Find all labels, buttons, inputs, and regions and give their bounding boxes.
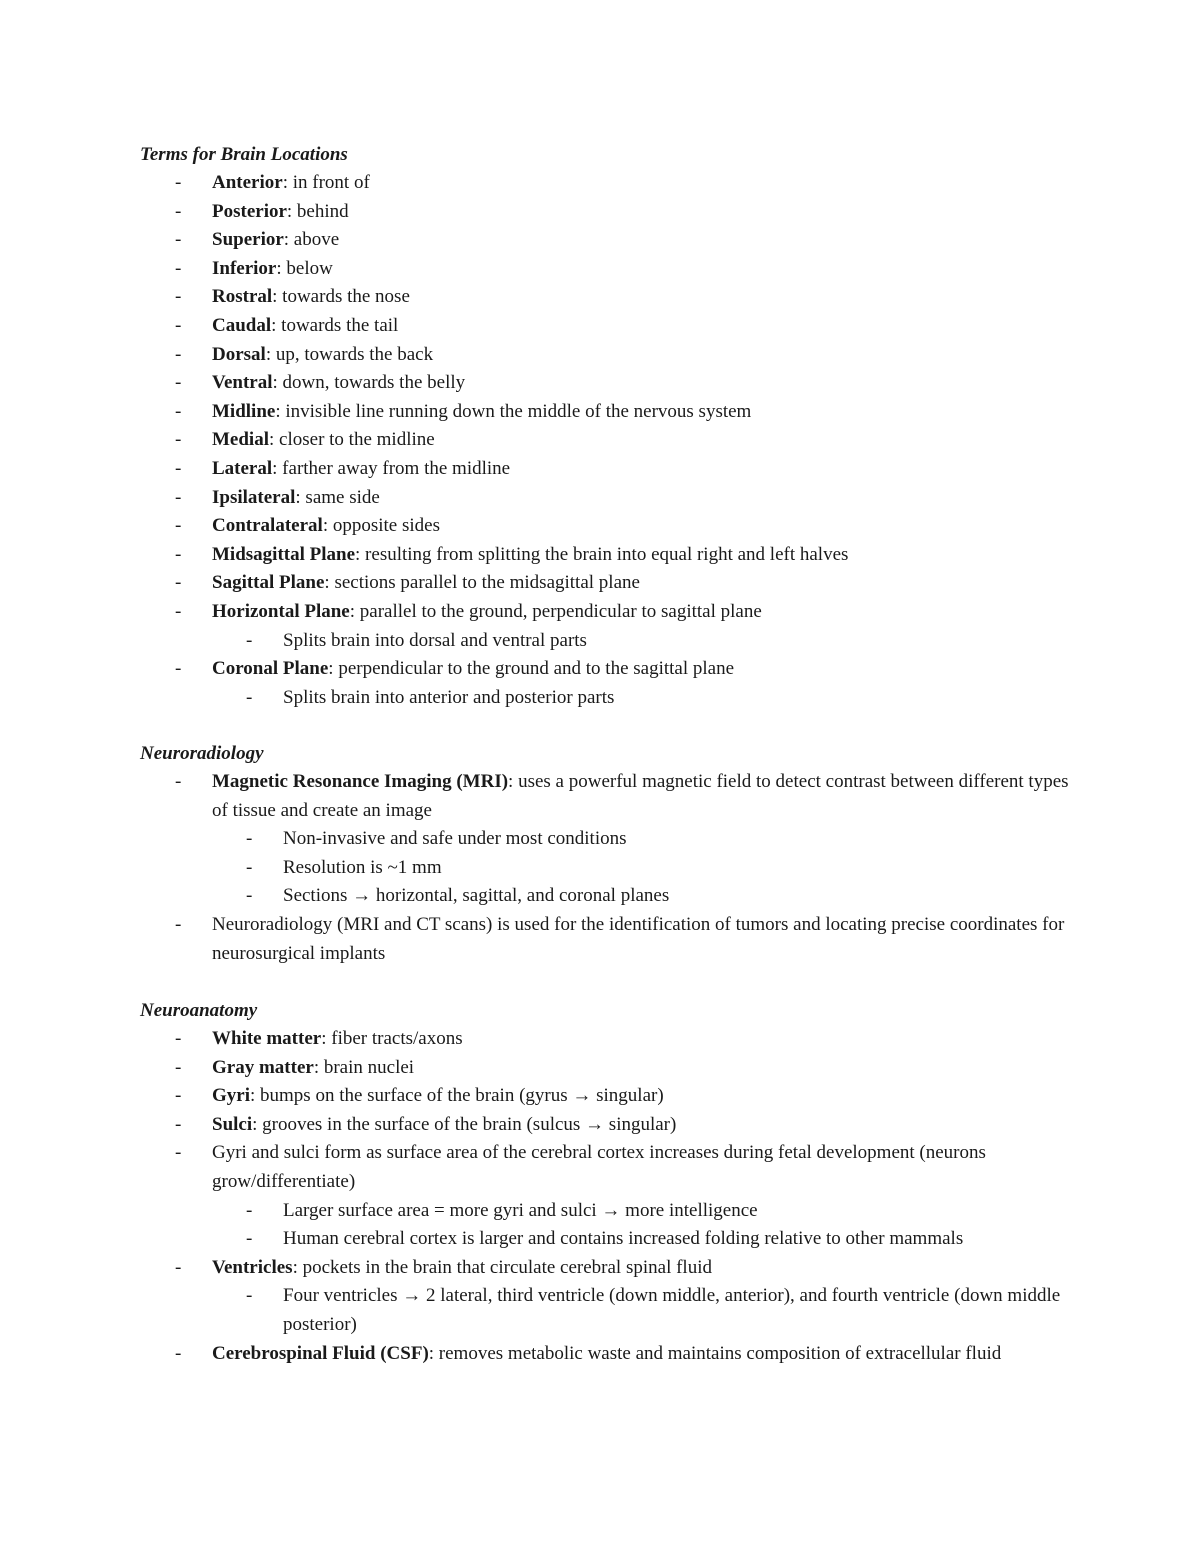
term-description: : sections parallel to the midsagittal plane (324, 572, 640, 594)
bullet-dash: - (175, 172, 182, 193)
bullet-dash: - (175, 486, 182, 508)
bullet-dash: - (175, 771, 182, 792)
bullet-dash: - (246, 1199, 253, 1221)
term-description: : parallel to the ground, perpendicular to sagittal plane (349, 600, 762, 622)
term-description: Sections → horizontal, sagittal, and coronal planes (283, 885, 670, 907)
term-bold: Medial (212, 429, 269, 451)
term-description: : removes metabolic waste and maintains composition of extracellular fluid (428, 1342, 1002, 1364)
list-item (140, 768, 1080, 825)
term-description: : towards the tail (271, 314, 399, 336)
bullet-dash: - (175, 658, 182, 680)
term-description: : farther away from the midline (272, 457, 511, 479)
sub-list-item (140, 882, 1080, 911)
bullet-dash: - (175, 400, 182, 422)
term-bold: Sulci (212, 1113, 253, 1135)
list-item (140, 369, 1080, 398)
term-bold: Rostral (212, 286, 273, 308)
bullet-dash: - (175, 229, 182, 251)
term-bold: Magnetic Resonance Imaging (MRI) (212, 771, 509, 792)
term-bold: Dorsal (212, 343, 266, 365)
term-description: Splits brain into dorsal and ventral parts (283, 629, 587, 651)
term-bold: Gyri (212, 1085, 250, 1107)
list-item (140, 1254, 1080, 1283)
list-item (140, 1111, 1080, 1140)
list-item (140, 911, 1080, 968)
list-item (140, 484, 1080, 513)
bullet-dash: - (175, 314, 182, 336)
bullet-dash: - (175, 1056, 182, 1078)
term-description: : above (283, 229, 340, 251)
sub-list-item (140, 684, 1080, 713)
term-description: : fiber tracts/axons (321, 1028, 463, 1049)
term-bold: Coronal Plane (212, 658, 329, 680)
bullet-dash: - (175, 543, 182, 565)
bullet-dash: - (246, 1285, 253, 1307)
term-description: : same side (295, 486, 380, 508)
term-description: : resulting from splitting the brain into equal right and left halves (355, 543, 849, 565)
bullet-dash: - (175, 1028, 182, 1049)
bullet-dash: - (246, 885, 253, 907)
term-bold: Cerebrospinal Fluid (CSF) (212, 1342, 429, 1364)
sub-list-item (140, 1197, 1080, 1226)
bullet-dash: - (175, 572, 182, 594)
term-description: Non-invasive and safe under most conditions (283, 828, 627, 850)
list-item (140, 255, 1080, 284)
term-description: : up, towards the back (265, 343, 434, 365)
list-item (140, 1340, 1080, 1369)
term-description: Human cerebral cortex is larger and contains increased folding relative to other mammals (283, 1228, 964, 1250)
section-neuroanatomy (140, 996, 1080, 1368)
sub-list-item (140, 854, 1080, 883)
term-bold: Lateral (212, 457, 273, 479)
bullet-dash: - (175, 257, 182, 279)
list-item (140, 341, 1080, 370)
bullet-dash: - (246, 1228, 253, 1250)
list-item (140, 541, 1080, 570)
term-bold: Superior (212, 229, 284, 251)
list-item (140, 198, 1080, 227)
term-description: : bumps on the surface of the brain (gyrus → singular) (250, 1085, 664, 1107)
section-heading: Neuroradiology (140, 743, 264, 764)
list-item (140, 512, 1080, 541)
list-item (140, 169, 1080, 198)
section-heading: Neuroanatomy (140, 1000, 258, 1021)
bullet-dash: - (175, 286, 182, 308)
term-description: : invisible line running down the middle of the nervous system (275, 400, 752, 422)
term-bold: Posterior (212, 200, 287, 222)
list-item (140, 226, 1080, 255)
term-description: : down, towards the belly (272, 372, 466, 394)
term-description: : pockets in the brain that circulate cerebral spinal fluid (292, 1256, 712, 1278)
bullet-dash: - (175, 913, 182, 935)
term-bold: Inferior (212, 257, 277, 279)
sub-list-item (140, 627, 1080, 656)
bullet-dash: - (246, 629, 253, 651)
term-description: : opposite sides (322, 515, 440, 537)
term-description: Larger surface area = more gyri and sulci → more intelligence (283, 1199, 758, 1221)
list-item (140, 312, 1080, 341)
term-bold: Midsagittal Plane (212, 543, 356, 565)
term-bold: Midline (212, 400, 276, 422)
term-description: : in front of (282, 172, 370, 193)
term-bold: Gray matter (212, 1056, 314, 1078)
term-description: : behind (286, 200, 349, 222)
bullet-dash: - (175, 200, 182, 222)
bullet-dash: - (175, 1256, 182, 1278)
sub-list-item (140, 1282, 1080, 1339)
bullet-dash: - (175, 343, 182, 365)
sub-list-item (140, 1225, 1080, 1254)
list-item (140, 1025, 1080, 1054)
term-description: : perpendicular to the ground and to the sagittal plane (328, 658, 735, 680)
list-item (140, 1139, 1080, 1196)
term-description: Splits brain into anterior and posterior parts (283, 686, 615, 708)
bullet-dash: - (246, 686, 253, 708)
term-description: Four ventricles → 2 lateral, third ventricle (down middle, anterior), and fourth ventricle (down middle posterior) (283, 1285, 1061, 1335)
list-item (140, 1082, 1080, 1111)
term-bold: White matter (212, 1028, 322, 1049)
term-bold: Caudal (212, 314, 272, 336)
bullet-dash: - (175, 457, 182, 479)
term-description: : grooves in the surface of the brain (sulcus → singular) (252, 1113, 677, 1135)
bullet-dash: - (175, 372, 182, 394)
list-item (140, 598, 1080, 627)
list-item (140, 283, 1080, 312)
list-item (140, 655, 1080, 684)
section-neuroradiology (140, 739, 1080, 968)
bullet-dash: - (175, 600, 182, 622)
bullet-dash: - (175, 429, 182, 451)
term-bold: Horizontal Plane (212, 600, 350, 622)
list-item (140, 426, 1080, 455)
bullet-dash: - (175, 1342, 182, 1364)
term-description: : below (276, 257, 333, 279)
sub-list-item (140, 825, 1080, 854)
term-description: Neuroradiology (MRI and CT scans) is used for the identification of tumors and locating precise coordinates for neurosurgical implants (212, 913, 1065, 964)
term-description: Gyri and sulci form as surface area of the cerebral cortex increases during fetal development (neurons grow/differentiate) (212, 1142, 986, 1192)
term-description: : towards the nose (272, 286, 410, 308)
term-description: : uses a powerful magnetic field to detect contrast between different types of tissue and create an image (212, 771, 1069, 821)
list-item (140, 1054, 1080, 1083)
term-bold: Anterior (212, 172, 283, 193)
bullet-dash: - (246, 856, 253, 878)
term-bold: Ventricles (212, 1256, 293, 1278)
section-heading: Terms for Brain Locations (140, 144, 348, 165)
term-bold: Sagittal Plane (212, 572, 325, 594)
term-bold: Contralateral (212, 515, 323, 537)
section-terms-for-brain-locations (140, 140, 1080, 712)
term-description: Resolution is ~1 mm (283, 856, 442, 878)
term-description: : closer to the midline (269, 429, 435, 451)
bullet-dash: - (175, 1113, 182, 1135)
bullet-dash: - (175, 515, 182, 537)
term-bold: Ipsilateral (212, 486, 296, 508)
term-bold: Ventral (212, 372, 273, 394)
list-item (140, 398, 1080, 427)
bullet-dash: - (175, 1142, 182, 1164)
list-item (140, 455, 1080, 484)
term-description: : brain nuclei (313, 1056, 415, 1078)
list-item (140, 569, 1080, 598)
bullet-dash: - (246, 828, 253, 850)
bullet-dash: - (175, 1085, 182, 1107)
